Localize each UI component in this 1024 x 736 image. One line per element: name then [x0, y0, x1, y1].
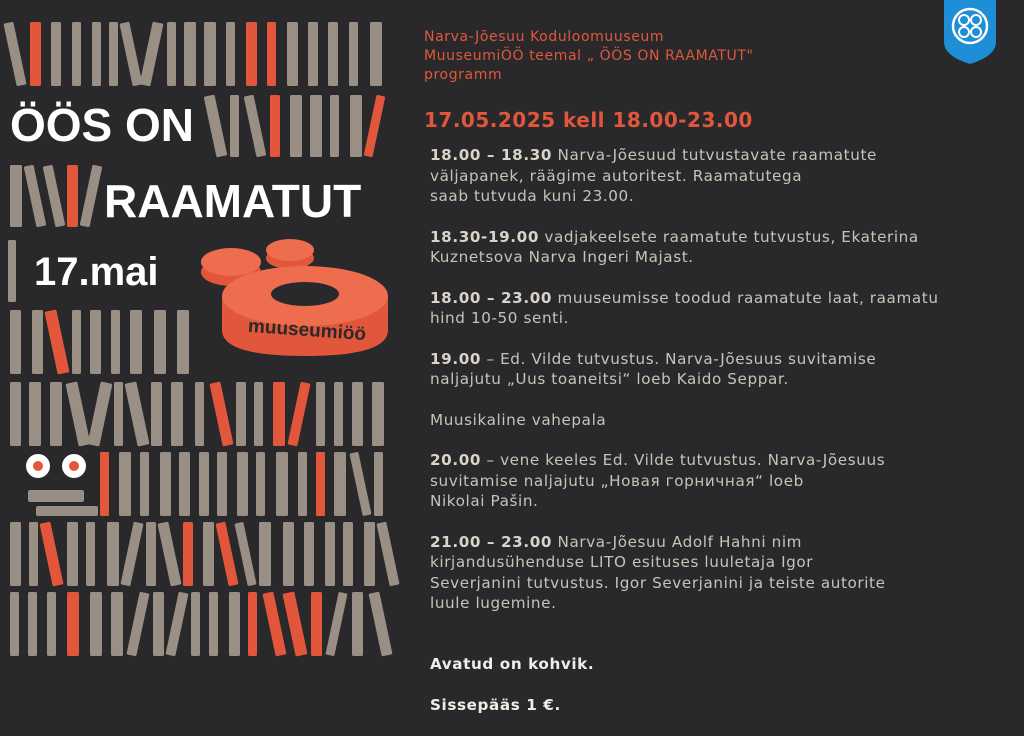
book-spine — [24, 165, 47, 228]
book-spine — [157, 522, 181, 587]
organizer-name: Narva-Jõesuu Koduloomuuseum — [424, 28, 754, 47]
logo-cylinder-top — [266, 239, 314, 261]
book-spine — [262, 592, 286, 657]
book-spine — [352, 382, 363, 446]
book-spine — [370, 22, 382, 86]
book-spine — [10, 165, 22, 227]
book-spine — [204, 95, 228, 158]
program-item — [430, 410, 1024, 431]
book-spine — [195, 382, 204, 446]
book-spine — [179, 452, 190, 516]
book-spine — [376, 522, 399, 587]
book-spine — [67, 592, 79, 656]
book-spine — [8, 240, 16, 302]
book-spine — [199, 452, 209, 516]
book-spine — [316, 382, 325, 446]
book-spine — [364, 95, 386, 158]
book-spine — [350, 95, 362, 157]
cafe-note: Avatud on kohvik. — [430, 654, 1024, 675]
program-item-time: 18.00 – 18.30 — [430, 146, 552, 164]
book-spine — [124, 381, 149, 446]
book-spine — [87, 381, 112, 446]
book-spine — [28, 592, 37, 656]
book-spine — [151, 382, 162, 446]
book-spine — [10, 382, 21, 446]
book-spine — [330, 95, 339, 157]
mouth-bar — [28, 490, 84, 502]
book-spine — [10, 310, 21, 374]
book-spine — [311, 592, 322, 656]
book-spine — [325, 592, 347, 656]
book-spine — [44, 309, 69, 374]
book-spine — [107, 522, 119, 586]
program-item — [430, 227, 1024, 268]
pupil-left — [33, 461, 43, 471]
event-subtitle: MuuseumiÖÖ teemal „ ÖÖS ON RAAMATUT" — [424, 47, 754, 66]
book-spine — [287, 22, 298, 86]
poster-title-line2: RAAMATUT — [104, 174, 361, 228]
book-spine — [139, 22, 163, 87]
book-spine — [154, 310, 166, 374]
book-spine — [184, 22, 196, 86]
book-spine — [160, 452, 171, 516]
program-list — [430, 145, 1024, 736]
logo-cylinder-top — [201, 248, 261, 276]
book-spine — [10, 592, 19, 656]
book-spine — [92, 22, 101, 86]
book-spine — [256, 452, 265, 516]
book-spine — [130, 310, 142, 374]
book-spine — [30, 22, 41, 86]
book-spine — [51, 22, 61, 86]
book-spine — [229, 592, 240, 656]
program-item-text: vadjakeelsete raamatute tutvustus, Ekaterina Kuznetsova Narva Ingeri Majast. — [430, 228, 919, 267]
book-spine — [254, 382, 263, 446]
book-spine — [140, 452, 149, 516]
book-spine — [270, 95, 280, 157]
book-spine — [364, 522, 375, 586]
book-spine — [171, 382, 183, 446]
book-spine — [167, 22, 176, 86]
poster-title-line1: ÖÖS ON — [10, 98, 194, 152]
book-spine — [276, 452, 288, 516]
book-spine — [226, 22, 235, 86]
program-item-text: Muusikaline vahepala — [430, 411, 606, 429]
program-item — [430, 349, 1024, 390]
book-spine — [80, 165, 103, 228]
book-spine — [90, 592, 102, 656]
poster-artwork — [0, 0, 400, 723]
book-spine — [349, 22, 358, 86]
book-spine — [343, 522, 353, 586]
book-spine — [29, 522, 38, 586]
book-spine — [183, 522, 193, 586]
book-spine — [109, 22, 118, 86]
book-spine — [310, 95, 322, 157]
book-spine — [349, 452, 371, 516]
book-spine — [204, 22, 216, 86]
book-spine — [215, 522, 238, 587]
book-spine — [65, 381, 90, 446]
pupil-right — [69, 461, 79, 471]
book-spine — [29, 382, 41, 446]
muuseumioo-logo-text: muuseumiöö — [231, 315, 382, 347]
program-item-time: 20.00 — [430, 451, 481, 469]
book-spine — [47, 592, 56, 656]
book-spine — [146, 522, 156, 586]
program-item-time: 18.00 – 23.00 — [430, 289, 552, 307]
book-spine — [43, 165, 66, 228]
book-spine — [273, 382, 285, 446]
book-spine — [368, 592, 392, 657]
book-spine — [237, 452, 248, 516]
book-spine — [372, 382, 384, 446]
book-spine — [282, 591, 307, 656]
book-spine — [114, 382, 123, 446]
book-spine — [316, 452, 325, 516]
book-spine — [298, 452, 307, 516]
program-footer — [430, 634, 1024, 736]
book-spine — [259, 522, 271, 586]
book-spine — [209, 382, 233, 447]
book-spine — [177, 310, 189, 374]
book-spine — [230, 95, 239, 157]
book-spine — [119, 22, 142, 87]
book-spine — [209, 592, 218, 656]
book-spine — [10, 522, 21, 586]
program-item — [430, 145, 1024, 207]
book-spine — [248, 592, 257, 656]
book-spine — [100, 452, 109, 516]
book-spine — [165, 592, 188, 657]
program-item — [430, 288, 1024, 329]
book-spine — [111, 310, 120, 374]
book-spine — [153, 592, 164, 656]
book-spine — [50, 382, 62, 446]
museum-crest-icon — [944, 0, 996, 64]
book-spine — [374, 452, 383, 516]
event-date-time: 17.05.2025 kell 18.00-23.00 — [424, 108, 753, 132]
program-item-text: muuseumisse toodud raamatute laat, raamatu hind 10-50 senti. — [430, 289, 939, 328]
book-spine — [120, 522, 143, 587]
book-spine — [352, 592, 363, 656]
book-spine — [334, 382, 343, 446]
book-spine — [3, 22, 26, 87]
book-spine — [304, 522, 314, 586]
logo-donut-hole — [271, 282, 339, 306]
book-spine — [191, 592, 200, 656]
book-spine — [244, 95, 267, 158]
book-spine — [67, 165, 78, 227]
book-spine — [119, 452, 131, 516]
event-subtitle-end: programm — [424, 66, 754, 85]
book-spine — [334, 452, 346, 516]
book-spine — [325, 522, 335, 586]
book-spine — [90, 310, 101, 374]
book-spine — [234, 522, 256, 586]
program-item-text: Narva-Jõesuu Adolf Hahni nim kirjandusühenduse LITO esituses luuletaja Igor Severjanini tutvustus. Igor Severjanini ja teiste autorite luule lugemine. — [430, 533, 886, 613]
program-item-time: 18.30-19.00 — [430, 228, 539, 246]
book-spine — [236, 382, 246, 446]
book-spine — [217, 452, 227, 516]
book-spine — [86, 522, 95, 586]
program-item-text: – vene keeles Ed. Vilde tutvustus. Narva-Jõesuus suvitamise naljajutu „Новая горничная“ loeb Nikolai Pašin. — [430, 451, 885, 510]
program-item — [430, 450, 1024, 512]
book-spine — [39, 522, 63, 587]
entry-fee: Sissepääs 1 €. — [430, 695, 1024, 716]
program-item-text: Narva-Jõesuud tutvustavate raamatute väljapanek, räägime autoritest. Raamatutega saab tutvuda kuni 23.00. — [430, 146, 877, 205]
book-spine — [290, 95, 302, 157]
poster-date: 17.mai — [34, 250, 159, 295]
book-spine — [72, 310, 81, 374]
book-spine — [126, 592, 149, 657]
book-spine — [308, 22, 318, 86]
program-item-time: 19.00 — [430, 350, 481, 368]
organizer-header — [424, 28, 754, 85]
book-spine — [203, 522, 214, 586]
book-spine — [72, 22, 81, 86]
book-spine — [32, 310, 43, 374]
program-item-time: 21.00 – 23.00 — [430, 533, 552, 551]
book-spine — [328, 22, 338, 86]
book-spine — [267, 22, 276, 86]
book-spine — [287, 382, 310, 447]
book-spine — [67, 522, 78, 586]
program-item-text: – Ed. Vilde tutvustus. Narva-Jõesuus suvitamise naljajutu „Uus toaneitsi“ loeb Kaido Seppar. — [430, 350, 876, 389]
book-spine — [283, 522, 294, 586]
book-spine — [246, 22, 257, 86]
book-spine — [111, 592, 123, 656]
mouth-bar — [36, 506, 98, 516]
program-item — [430, 532, 1024, 614]
